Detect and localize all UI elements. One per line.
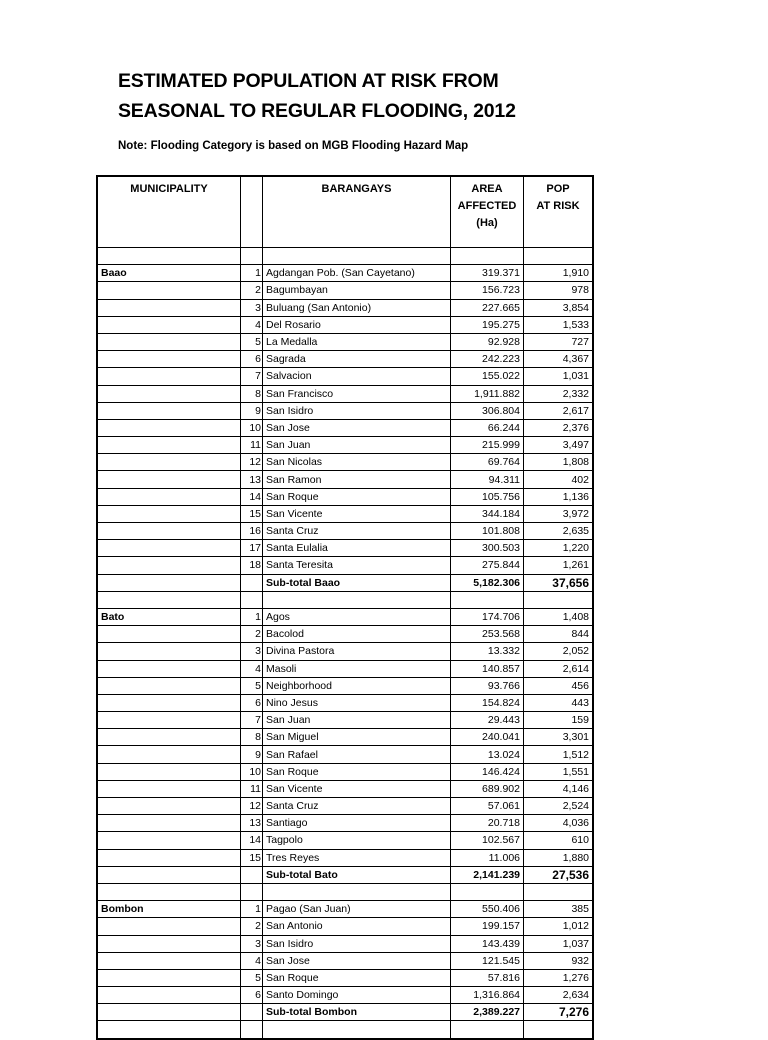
pop-cell: 3,854 [524, 299, 594, 316]
number-cell: 3 [241, 935, 263, 952]
barangay-cell [263, 883, 451, 900]
table-row [97, 712, 593, 729]
title-line-2: SEASONAL TO REGULAR FLOODING, 2012 [118, 100, 516, 122]
pop-cell [524, 248, 594, 265]
barangay-cell: San Miguel [263, 729, 451, 746]
pop-cell: 932 [524, 952, 594, 969]
number-cell: 1 [241, 901, 263, 918]
pop-cell: 402 [524, 471, 594, 488]
pop-cell: 443 [524, 694, 594, 711]
pop-cell: 1,220 [524, 540, 594, 557]
municipality-cell [97, 883, 241, 900]
subtotal-row [97, 866, 593, 883]
pop-cell: 1,880 [524, 849, 594, 866]
municipality-cell [97, 643, 241, 660]
number-cell: 10 [241, 763, 263, 780]
table-row [97, 471, 593, 488]
table-row [97, 333, 593, 350]
pop-cell: 456 [524, 677, 594, 694]
area-cell: 253.568 [451, 626, 524, 643]
municipality-cell [97, 574, 241, 591]
table-row [97, 780, 593, 797]
area-cell: 94.311 [451, 471, 524, 488]
municipality-cell [97, 402, 241, 419]
barangay-cell: Bacolod [263, 626, 451, 643]
area-cell: 2,141.239 [451, 866, 524, 883]
municipality-cell [97, 454, 241, 471]
pop-cell: 1,136 [524, 488, 594, 505]
pop-cell: 4,367 [524, 351, 594, 368]
table-row [97, 901, 593, 918]
table-row [97, 402, 593, 419]
number-cell: 8 [241, 729, 263, 746]
barangay-cell: Tagpolo [263, 832, 451, 849]
header-pop: POP AT RISK [524, 176, 594, 248]
table-row [97, 351, 593, 368]
municipality-cell [97, 316, 241, 333]
number-cell: 13 [241, 815, 263, 832]
municipality-cell [97, 351, 241, 368]
pop-cell: 727 [524, 333, 594, 350]
table-row [97, 488, 593, 505]
municipality-cell [97, 368, 241, 385]
table-row [97, 419, 593, 436]
municipality-cell: Bombon [97, 901, 241, 918]
number-cell: 9 [241, 402, 263, 419]
table-row [97, 763, 593, 780]
area-cell: 13.024 [451, 746, 524, 763]
table-row [97, 935, 593, 952]
area-cell: 2,389.227 [451, 1004, 524, 1021]
number-cell [241, 1004, 263, 1021]
area-cell: 689.902 [451, 780, 524, 797]
barangay-cell: Salvacion [263, 368, 451, 385]
pop-cell: 2,524 [524, 798, 594, 815]
table-row [97, 368, 593, 385]
number-cell [241, 591, 263, 608]
number-cell: 15 [241, 505, 263, 522]
pop-cell: 27,536 [524, 866, 594, 883]
table-row [97, 746, 593, 763]
area-cell: 66.244 [451, 419, 524, 436]
number-cell: 5 [241, 677, 263, 694]
header-area: AREA AFFECTED (Ha) [451, 176, 524, 248]
pop-cell: 1,551 [524, 763, 594, 780]
pop-cell: 2,332 [524, 385, 594, 402]
pop-cell: 1,533 [524, 316, 594, 333]
municipality-cell [97, 385, 241, 402]
area-cell: 174.706 [451, 608, 524, 625]
barangay-cell: Divina Pastora [263, 643, 451, 660]
barangay-cell: San Isidro [263, 402, 451, 419]
municipality-cell [97, 746, 241, 763]
table-row [97, 437, 593, 454]
number-cell: 6 [241, 694, 263, 711]
barangay-cell: Buluang (San Antonio) [263, 299, 451, 316]
municipality-cell [97, 626, 241, 643]
pop-cell: 1,261 [524, 557, 594, 574]
header-barangays: BARANGAYS [263, 176, 451, 248]
header-municipality: MUNICIPALITY [97, 176, 241, 248]
note: Note: Flooding Category is based on MGB Flooding Hazard Map [118, 140, 469, 152]
municipality-cell [97, 712, 241, 729]
barangay-cell: San Nicolas [263, 454, 451, 471]
area-cell: 20.718 [451, 815, 524, 832]
municipality-cell [97, 333, 241, 350]
barangay-cell: Sub-total Bato [263, 866, 451, 883]
pop-cell: 4,146 [524, 780, 594, 797]
municipality-cell [97, 815, 241, 832]
municipality-cell [97, 780, 241, 797]
area-cell: 105.756 [451, 488, 524, 505]
number-cell: 9 [241, 746, 263, 763]
municipality-cell [97, 557, 241, 574]
area-cell: 5,182.306 [451, 574, 524, 591]
pop-cell: 1,012 [524, 918, 594, 935]
area-cell: 92.928 [451, 333, 524, 350]
municipality-cell [97, 488, 241, 505]
number-cell: 4 [241, 316, 263, 333]
table-row [97, 540, 593, 557]
barangay-cell: San Vicente [263, 505, 451, 522]
area-cell: 57.816 [451, 969, 524, 986]
title-line-1: ESTIMATED POPULATION AT RISK FROM [118, 70, 499, 92]
barangay-cell: Sub-total Baao [263, 574, 451, 591]
number-cell: 5 [241, 969, 263, 986]
pop-cell [524, 883, 594, 900]
barangay-cell: Bagumbayan [263, 282, 451, 299]
barangay-cell: San Roque [263, 763, 451, 780]
pop-cell: 4,036 [524, 815, 594, 832]
number-cell: 5 [241, 333, 263, 350]
municipality-cell [97, 798, 241, 815]
subtotal-row [97, 574, 593, 591]
barangay-cell: Santa Eulalia [263, 540, 451, 557]
table-row [97, 798, 593, 815]
area-cell: 101.808 [451, 523, 524, 540]
pop-cell: 1,910 [524, 265, 594, 282]
municipality-cell [97, 591, 241, 608]
barangay-cell: San Roque [263, 488, 451, 505]
number-cell: 3 [241, 299, 263, 316]
number-cell: 1 [241, 265, 263, 282]
pop-cell: 2,376 [524, 419, 594, 436]
municipality-cell [97, 969, 241, 986]
area-cell: 29.443 [451, 712, 524, 729]
table-row [97, 969, 593, 986]
barangay-cell: San Roque [263, 969, 451, 986]
municipality-cell [97, 471, 241, 488]
barangay-cell: Santa Teresita [263, 557, 451, 574]
area-cell: 227.665 [451, 299, 524, 316]
barangay-cell: San Antonio [263, 918, 451, 935]
municipality-cell [97, 540, 241, 557]
barangay-cell: Sub-total Bombon [263, 1004, 451, 1021]
area-cell: 57.061 [451, 798, 524, 815]
number-cell: 14 [241, 832, 263, 849]
number-cell: 6 [241, 351, 263, 368]
municipality-cell [97, 660, 241, 677]
table-row [97, 299, 593, 316]
municipality-cell [97, 437, 241, 454]
barangay-cell: Nino Jesus [263, 694, 451, 711]
header-number [241, 176, 263, 248]
number-cell: 3 [241, 643, 263, 660]
subtotal-row [97, 1004, 593, 1021]
pop-cell: 1,276 [524, 969, 594, 986]
table-row [97, 316, 593, 333]
municipality-cell [97, 866, 241, 883]
municipality-cell [97, 282, 241, 299]
table-row [97, 608, 593, 625]
barangay-cell: Del Rosario [263, 316, 451, 333]
barangay-cell: San Jose [263, 419, 451, 436]
barangay-cell: La Medalla [263, 333, 451, 350]
barangay-cell: Santiago [263, 815, 451, 832]
number-cell: 12 [241, 798, 263, 815]
pop-cell: 7,276 [524, 1004, 594, 1021]
area-cell: 155.022 [451, 368, 524, 385]
number-cell: 2 [241, 626, 263, 643]
area-cell: 195.275 [451, 316, 524, 333]
barangay-cell: Santo Domingo [263, 987, 451, 1004]
area-cell: 121.545 [451, 952, 524, 969]
municipality-cell [97, 694, 241, 711]
municipality-cell [97, 763, 241, 780]
area-cell: 69.764 [451, 454, 524, 471]
area-cell: 146.424 [451, 763, 524, 780]
table-row [97, 643, 593, 660]
table-row [97, 677, 593, 694]
municipality-cell [97, 918, 241, 935]
barangay-cell: San Vicente [263, 780, 451, 797]
area-cell: 199.157 [451, 918, 524, 935]
pop-cell: 2,617 [524, 402, 594, 419]
number-cell: 16 [241, 523, 263, 540]
pop-cell: 385 [524, 901, 594, 918]
number-cell: 17 [241, 540, 263, 557]
barangay-cell: Santa Cruz [263, 798, 451, 815]
area-cell: 140.857 [451, 660, 524, 677]
municipality-cell [97, 849, 241, 866]
barangay-cell: San Juan [263, 437, 451, 454]
area-cell: 550.406 [451, 901, 524, 918]
area-cell: 215.999 [451, 437, 524, 454]
number-cell: 11 [241, 437, 263, 454]
number-cell: 14 [241, 488, 263, 505]
table-row [97, 952, 593, 969]
number-cell: 15 [241, 849, 263, 866]
area-cell: 154.824 [451, 694, 524, 711]
number-cell [241, 883, 263, 900]
table-row [97, 626, 593, 643]
pop-cell: 1,031 [524, 368, 594, 385]
pop-cell: 159 [524, 712, 594, 729]
number-cell: 4 [241, 660, 263, 677]
municipality-cell [97, 505, 241, 522]
barangay-cell: San Juan [263, 712, 451, 729]
area-cell: 13.332 [451, 643, 524, 660]
municipality-cell [97, 1004, 241, 1021]
number-cell: 12 [241, 454, 263, 471]
table-row [97, 987, 593, 1004]
barangay-cell: San Rafael [263, 746, 451, 763]
number-cell [241, 866, 263, 883]
barangay-cell: Agdangan Pob. (San Cayetano) [263, 265, 451, 282]
blank-row [97, 883, 593, 900]
area-cell: 275.844 [451, 557, 524, 574]
number-cell: 7 [241, 368, 263, 385]
number-cell: 4 [241, 952, 263, 969]
table-row [97, 523, 593, 540]
blank-row [97, 248, 593, 265]
pop-cell: 3,497 [524, 437, 594, 454]
table-row [97, 815, 593, 832]
barangay-cell: Tres Reyes [263, 849, 451, 866]
number-cell: 2 [241, 282, 263, 299]
pop-cell: 1,408 [524, 608, 594, 625]
area-cell: 242.223 [451, 351, 524, 368]
municipality-cell [97, 729, 241, 746]
number-cell: 6 [241, 987, 263, 1004]
table-row [97, 832, 593, 849]
number-cell: 8 [241, 385, 263, 402]
municipality-cell [97, 523, 241, 540]
table-row [97, 505, 593, 522]
number-cell: 18 [241, 557, 263, 574]
area-cell: 240.041 [451, 729, 524, 746]
number-cell: 7 [241, 712, 263, 729]
barangay-cell: San Jose [263, 952, 451, 969]
barangay-cell: Neighborhood [263, 677, 451, 694]
area-cell: 1,911.882 [451, 385, 524, 402]
pop-cell: 1,808 [524, 454, 594, 471]
area-cell: 11.006 [451, 849, 524, 866]
barangay-cell: Santa Cruz [263, 523, 451, 540]
area-cell: 143.439 [451, 935, 524, 952]
municipality-cell [97, 832, 241, 849]
pop-cell: 2,052 [524, 643, 594, 660]
number-cell: 10 [241, 419, 263, 436]
table-row [97, 557, 593, 574]
barangay-cell [263, 248, 451, 265]
table-row [97, 660, 593, 677]
area-cell [451, 883, 524, 900]
area-cell: 344.184 [451, 505, 524, 522]
municipality-cell [97, 299, 241, 316]
barangay-cell: Masoli [263, 660, 451, 677]
municipality-cell [97, 677, 241, 694]
barangay-cell: San Isidro [263, 935, 451, 952]
area-cell: 319.371 [451, 265, 524, 282]
barangay-cell [263, 591, 451, 608]
pop-cell: 610 [524, 832, 594, 849]
municipality-cell [97, 935, 241, 952]
number-cell: 2 [241, 918, 263, 935]
municipality-cell [97, 248, 241, 265]
municipality-cell [97, 952, 241, 969]
table-row [97, 265, 593, 282]
area-cell: 1,316.864 [451, 987, 524, 1004]
table-row [97, 694, 593, 711]
area-cell: 300.503 [451, 540, 524, 557]
number-cell: 11 [241, 780, 263, 797]
barangay-cell: Pagao (San Juan) [263, 901, 451, 918]
number-cell [241, 574, 263, 591]
pop-cell: 2,634 [524, 987, 594, 1004]
pop-cell: 2,635 [524, 523, 594, 540]
pop-cell: 3,972 [524, 505, 594, 522]
barangay-cell: Sagrada [263, 351, 451, 368]
municipality-cell: Baao [97, 265, 241, 282]
pop-cell: 3,301 [524, 729, 594, 746]
header-row [97, 176, 593, 248]
table-row [97, 282, 593, 299]
pop-cell: 1,037 [524, 935, 594, 952]
barangay-cell: San Francisco [263, 385, 451, 402]
pop-cell [524, 591, 594, 608]
area-cell: 93.766 [451, 677, 524, 694]
area-cell: 102.567 [451, 832, 524, 849]
table-row [97, 385, 593, 402]
pop-cell: 1,512 [524, 746, 594, 763]
pop-cell: 2,614 [524, 660, 594, 677]
pop-cell: 978 [524, 282, 594, 299]
barangay-cell: Agos [263, 608, 451, 625]
number-cell [241, 248, 263, 265]
document-title [118, 66, 516, 126]
municipality-cell [97, 987, 241, 1004]
area-cell: 306.804 [451, 402, 524, 419]
area-cell [451, 248, 524, 265]
pop-cell: 844 [524, 626, 594, 643]
area-cell: 156.723 [451, 282, 524, 299]
table-row [97, 849, 593, 866]
number-cell: 13 [241, 471, 263, 488]
population-table [96, 175, 594, 1040]
pop-cell: 37,656 [524, 574, 594, 591]
table-row [97, 729, 593, 746]
municipality-cell [97, 419, 241, 436]
area-cell [451, 591, 524, 608]
table-row [97, 454, 593, 471]
blank-row [97, 591, 593, 608]
municipality-cell: Bato [97, 608, 241, 625]
barangay-cell: San Ramon [263, 471, 451, 488]
number-cell: 1 [241, 608, 263, 625]
table-row [97, 918, 593, 935]
